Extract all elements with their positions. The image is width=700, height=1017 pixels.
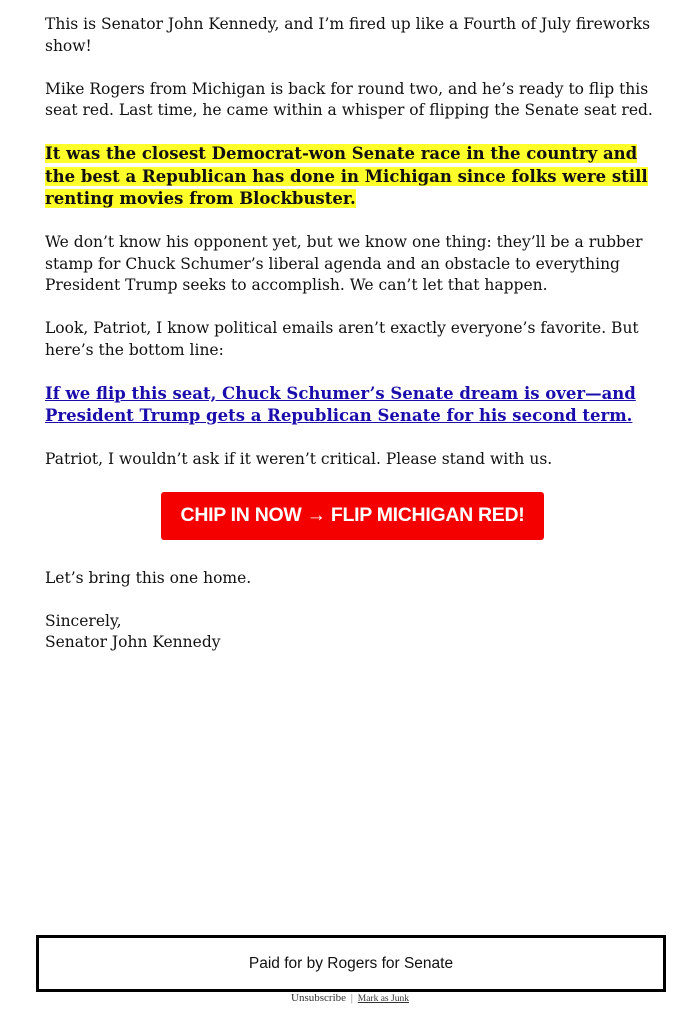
rogers-paragraph: Mike Rogers from Michigan is back for round two, and he’s ready to flip this seat red. Last time, he came within a whisper of flipping the Senate seat red. bbox=[45, 79, 653, 119]
unsubscribe-link[interactable]: Unsubscribe bbox=[291, 992, 347, 1004]
look-paragraph: Look, Patriot, I know political emails aren’t exactly everyone’s favorite. But here’s the bottom line: bbox=[45, 319, 639, 359]
footer-separator: | bbox=[350, 992, 353, 1004]
ask-paragraph: Patriot, I wouldn’t ask if it weren’t critical. Please stand with us. bbox=[45, 450, 553, 468]
flip-seat-link[interactable]: If we flip this seat, Chuck Schumer’s Senate dream is over—and President Trump gets a Republican Senate for his second term. bbox=[45, 383, 636, 425]
email-body bbox=[45, 14, 660, 675]
opponent-paragraph: We don’t know his opponent yet, but we know one thing: they’ll be a rubber stamp for Chuck Schumer’s liberal agenda and an obstacle to everything President Trump seeks to accomplish. We can’t let that happen. bbox=[45, 233, 643, 294]
chip-in-button[interactable]: CHIP IN NOW → FLIP MICHIGAN RED! bbox=[161, 492, 545, 540]
paid-for-disclaimer: Paid for by Rogers for Senate bbox=[36, 935, 666, 992]
signature bbox=[45, 611, 660, 654]
highlight-paragraph bbox=[45, 143, 660, 211]
closing-paragraph: Let’s bring this one home. bbox=[45, 568, 252, 587]
footer-links bbox=[0, 992, 700, 1004]
mark-as-junk-link[interactable]: Mark as Junk bbox=[357, 994, 409, 1004]
cta-container bbox=[45, 492, 660, 540]
intro-paragraph: This is Senator John Kennedy, and I’m fired up like a Fourth of July fireworks show! bbox=[45, 15, 651, 55]
signature-salutation: Sincerely, bbox=[45, 611, 122, 630]
signature-name: Senator John Kennedy bbox=[45, 633, 221, 651]
highlighted-text: It was the closest Democrat-won Senate race in the country and the best a Republican has done in Michigan since folks were still renting movies from Blockbuster. bbox=[45, 144, 648, 208]
link-paragraph bbox=[45, 383, 660, 428]
